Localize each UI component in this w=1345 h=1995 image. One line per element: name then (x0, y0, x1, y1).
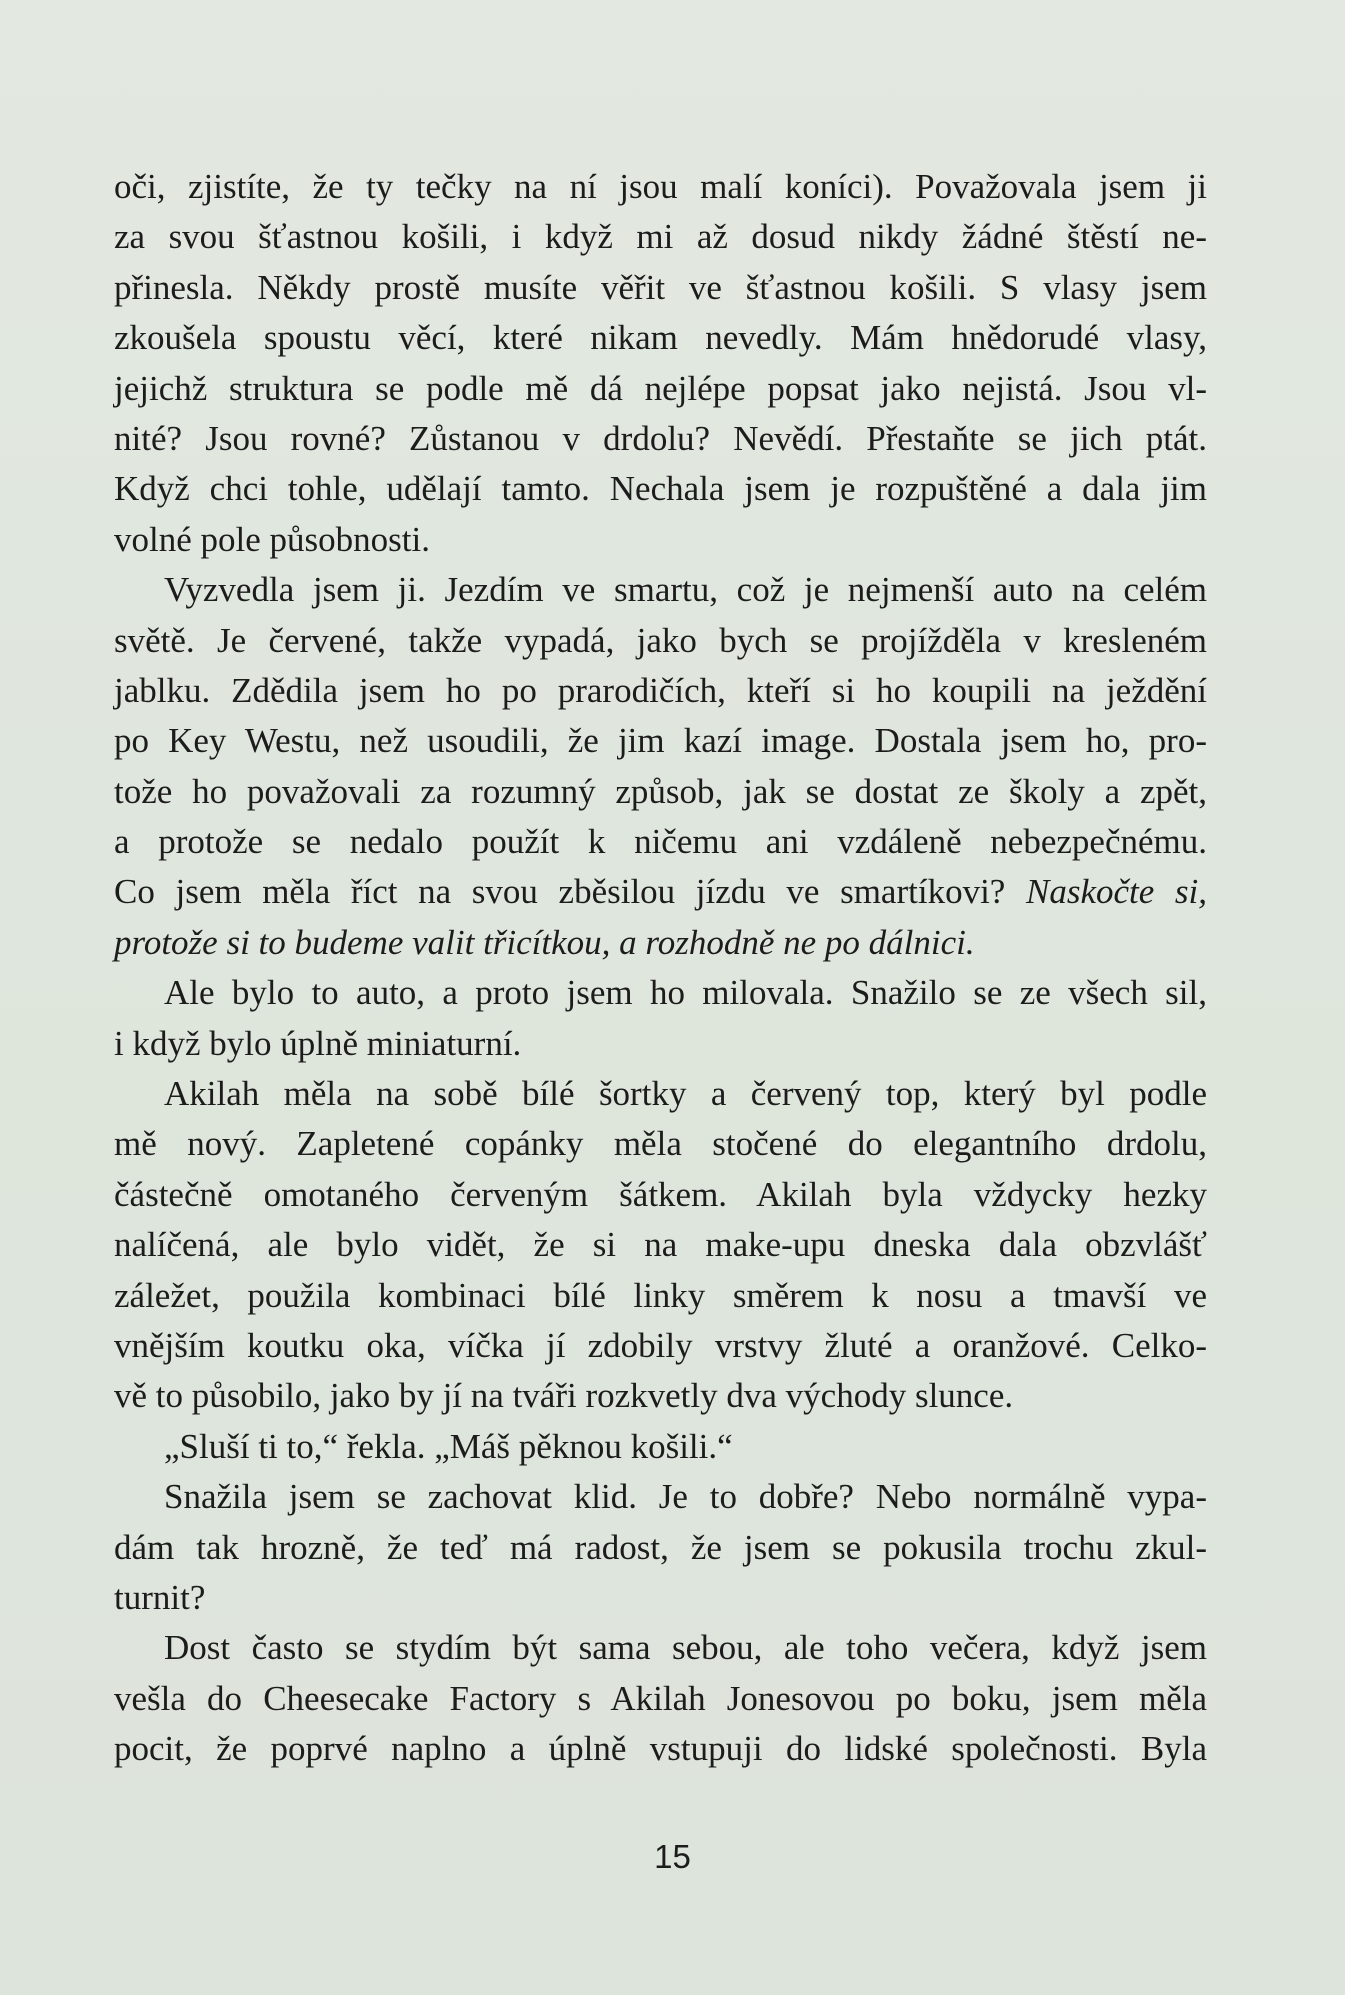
text-line: Když chci tohle, udělají tamto. Nechala jsem je rozpuštěné a dala jim (114, 469, 1207, 509)
text-line (114, 867, 1207, 917)
text-line: Dost často se stydím být sama sebou, ale toho večera, když jsem (164, 1628, 1207, 1668)
text-line: oči, zjistíte, že ty tečky na ní jsou malí koníci). Považovala jsem ji (114, 167, 1207, 206)
text-line: a protože se nedalo použít k ničemu ani vzdáleně nebezpečnému. (114, 822, 1207, 862)
text-line: „Sluší ti to,“ řekla. „Máš pěknou košili.“ (164, 1426, 733, 1466)
text-line: záležet, použila kombinaci bílé linky směrem k nosu a tmavší ve (114, 1275, 1207, 1315)
text-line: Ale bylo to auto, a proto jsem ho milovala. Snažilo se ze všech sil, (164, 973, 1207, 1013)
text-line: Vyzvedla jsem ji. Jezdím ve smartu, což je nejmenší auto na celém (164, 570, 1207, 610)
text-line: nalíčená, ale bylo vidět, že si na make-upu dneska dala obzvlášť (114, 1225, 1207, 1265)
text-line: jablku. Zdědila jsem ho po prarodičích, kteří si ho koupili na ježdění (114, 670, 1207, 710)
text-line: volné pole působnosti. (114, 519, 430, 559)
text-line: vě to působilo, jako by jí na tváři rozkvetly dva východy slunce. (114, 1376, 1014, 1416)
text-line: po Key Westu, než usoudili, že jim kazí image. Dostala jsem ho, pro- (114, 721, 1207, 761)
text-line: vnějším koutku oka, víčka jí zdobily vrstvy žluté a oranžové. Celko- (114, 1325, 1207, 1365)
text-line: turnit? (114, 1577, 206, 1617)
text-line: Snažila jsem se zachovat klid. Je to dobře? Nebo normálně vypa- (164, 1477, 1207, 1517)
text-line: zkoušela spoustu věcí, které nikam nevedly. Mám hnědorudé vlasy, (114, 318, 1207, 358)
text-line: Akilah měla na sobě bílé šortky a červený top, který byl podle (164, 1074, 1207, 1114)
text-line: dám tak hrozně, že teď má radost, že jsem se pokusila trochu zkul- (114, 1527, 1207, 1567)
text-segment: Co jsem měla říct na svou zběsilou jízdu ve smartíkovi? (114, 872, 1006, 912)
text-line: za svou šťastnou košili, i když mi až dosud nikdy žádné štěstí ne- (114, 217, 1207, 257)
text-line: světě. Je červené, takže vypadá, jako bych se projížděla v kresleném (114, 620, 1207, 660)
italic-text-segment: Naskočte si, (1025, 872, 1208, 912)
text-line: i když bylo úplně miniaturní. (114, 1023, 522, 1063)
text-line: přinesla. Někdy prostě musíte věřit ve šťastnou košili. S vlasy jsem (114, 267, 1207, 307)
text-line: protože si to budeme valit třicítkou, a rozhodně ne po dálnici. (114, 922, 975, 962)
text-line: vešla do Cheesecake Factory s Akilah Jonesovou po boku, jsem měla (114, 1678, 1207, 1718)
text-line: nité? Jsou rovné? Zůstanou v drdolu? Nevědí. Přestaňte se jich ptát. (114, 418, 1207, 458)
text-line: jejichž struktura se podle mě dá nejlépe popsat jako nejistá. Jsou vl- (114, 368, 1207, 408)
text-line: tože ho považovali za rozumný způsob, jak se dostat ze školy a zpět, (114, 771, 1207, 811)
text-line: částečně omotaného červeným šátkem. Akilah byla vždycky hezky (114, 1174, 1207, 1214)
body-text (114, 162, 1207, 1775)
text-line: mě nový. Zapletené copánky měla stočené do elegantního drdolu, (114, 1124, 1207, 1164)
page-number: 15 (654, 1838, 691, 1875)
text-line: pocit, že poprvé naplno a úplně vstupuji do lidské společnosti. Byla (114, 1729, 1207, 1769)
